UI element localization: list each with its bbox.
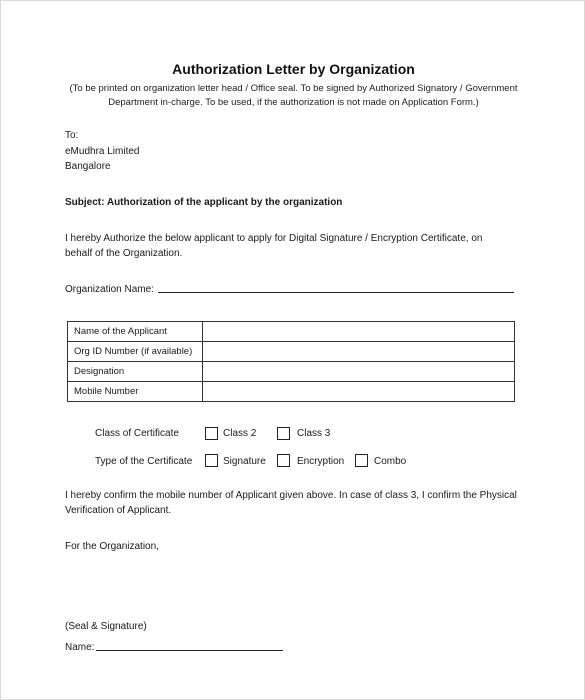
encryption-checkbox[interactable]: [277, 454, 290, 467]
applicant-name-field[interactable]: [203, 322, 515, 342]
combo-checkbox[interactable]: [355, 454, 368, 467]
designation-label: Designation: [68, 362, 203, 382]
encryption-option-label: Encryption: [297, 456, 345, 467]
name-field[interactable]: [96, 650, 283, 651]
authorization-paragraph-line1: I hereby Authorize the below applicant to apply for Digital Signature / Encryption Certificate, on: [65, 233, 483, 244]
confirmation-paragraph-line1: I hereby confirm the mobile number of Applicant given above. In case of class 3, I confirm the Physical: [65, 490, 517, 501]
table-row: [68, 322, 515, 342]
mobile-number-field[interactable]: [203, 382, 515, 402]
combo-option-label: Combo: [374, 456, 407, 467]
confirmation-paragraph-line2: Verification of Applicant.: [65, 505, 172, 516]
organization-name-label: Organization Name:: [65, 284, 154, 295]
applicant-name-label: Name of the Applicant: [68, 322, 203, 342]
organization-name-field[interactable]: [158, 292, 514, 293]
class-2-label: Class 2: [223, 428, 257, 439]
instruction-note-line1: (To be printed on organization letter head / Office seal. To be signed by Authorized Signatory / Government: [69, 83, 518, 94]
document-title: Authorization Letter by Organization: [172, 61, 415, 77]
org-id-field[interactable]: [203, 342, 515, 362]
seal-signature-label: (Seal & Signature): [65, 621, 147, 632]
designation-field[interactable]: [203, 362, 515, 382]
signature-option-label: Signature: [223, 456, 266, 467]
signature-checkbox[interactable]: [205, 454, 218, 467]
class-3-checkbox[interactable]: [277, 427, 290, 440]
authorization-paragraph-line2: behalf of the Organization.: [65, 248, 183, 259]
subject-line: Subject: Authorization of the applicant by the organization: [65, 197, 343, 208]
recipient-company: eMudhra Limited: [65, 146, 140, 157]
class-3-label: Class 3: [297, 428, 331, 439]
org-id-label: Org ID Number (if available): [68, 342, 203, 362]
applicant-details-table: [67, 321, 515, 402]
recipient-city: Bangalore: [65, 161, 111, 172]
name-label: Name:: [65, 642, 95, 653]
mobile-number-label: Mobile Number: [68, 382, 203, 402]
certificate-class-label: Class of Certificate: [95, 428, 179, 439]
certificate-type-label: Type of the Certificate: [95, 456, 193, 467]
class-2-checkbox[interactable]: [205, 427, 218, 440]
table-row: [68, 362, 515, 382]
table-row: [68, 382, 515, 402]
for-organization-text: For the Organization,: [65, 541, 159, 552]
to-label: To:: [65, 130, 79, 141]
table-row: [68, 342, 515, 362]
instruction-note-line2: Department in-charge. To be used, if the authorization is not made on Application Form.): [108, 97, 479, 108]
